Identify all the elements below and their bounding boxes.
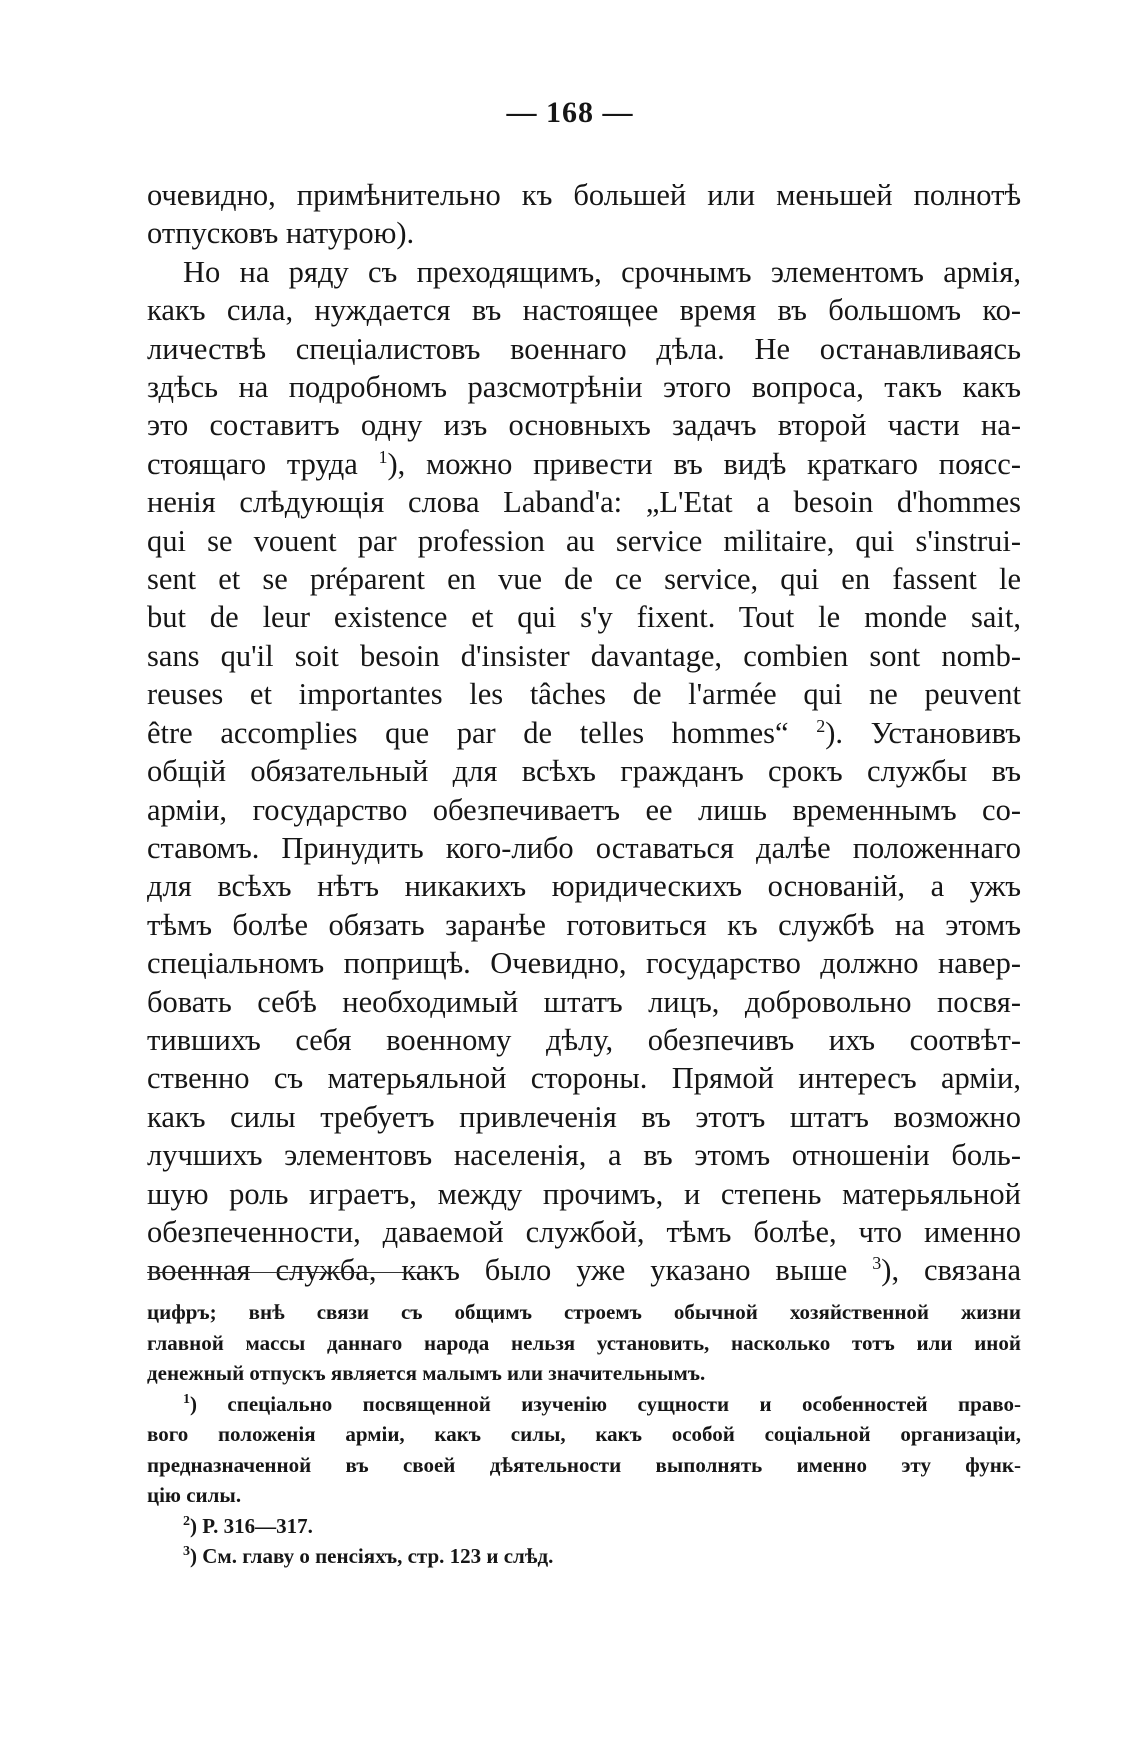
text-line: ставомъ. Принудить кого-либо оставаться далѣе положеннаго: [147, 830, 1021, 865]
footnote-2: [147, 1511, 1021, 1542]
footnote-3-mark: 3: [183, 1544, 190, 1559]
text-line: какъ силы требуетъ привлеченія въ этотъ штатъ возможно: [147, 1099, 1021, 1134]
text-line: qui se vouent par profession au service militaire, qui s'instrui-: [147, 523, 1021, 558]
text-line: бовать себѣ необходимый штатъ лицъ, добровольно посвя-: [147, 984, 1021, 1019]
text-line: общій обязательный для всѣхъ гражданъ срокъ службы въ: [147, 754, 1021, 789]
text-line: but de leur existence et qui s'y fixent. Tout le monde sait,: [147, 600, 1021, 635]
text-line: sent et se préparent en vue de ce service, qui en fassent le: [147, 562, 1021, 597]
text-line: здѣсь на подробномъ разсмотрѣніи этого вопроса, такъ какъ: [147, 370, 1021, 405]
text-line: какъ сила, нуждается въ настоящее время въ большомъ ко-: [147, 293, 1021, 328]
text-line: тѣмъ болѣе обязать заранѣе готовиться къ службѣ на этомъ: [147, 907, 1021, 942]
page-number: — 168 —: [506, 96, 634, 129]
text-line: арміи, государство обезпечиваетъ ее лишь временнымъ со-: [147, 792, 1021, 827]
footnote-1-line: предназначенной въ своей дѣятельности выполнять именно эту функ-: [147, 1452, 1021, 1477]
text-line: личествѣ спеціалистовъ военнаго дѣла. Не останавливаясь: [147, 331, 1021, 366]
text-fragment: ), связана: [881, 1253, 1022, 1288]
footnote-ref-2: 2: [816, 715, 826, 736]
footnote-ref-1: 1: [378, 446, 388, 467]
text-fragment: стоящаго труда: [147, 446, 358, 481]
footnote-separator: [147, 1272, 437, 1273]
footnote-1-text: ) спеціально посвященной изученію сущности и особенностей право-: [190, 1391, 1021, 1416]
footnote-3-text: ) См. главу о пенсіяхъ, стр. 123 и слѣд.: [190, 1544, 554, 1568]
paragraph-text: Но на ряду съ преходящимъ, срочнымъ элементомъ армія,: [183, 254, 1021, 289]
footnote-3: [147, 1541, 1021, 1572]
footnotes: [147, 1297, 1021, 1572]
text-line: отпусковъ натурою).: [147, 216, 415, 251]
footnote-1-line: вого положенія арміи, какъ силы, какъ особой соціальной организаціи,: [147, 1422, 1021, 1446]
text-line: тившихъ себя военному дѣлу, обезпечивъ ихъ соотвѣт-: [147, 1022, 1021, 1057]
footnote-line: главной массы даннаго народа нельзя установить, насколько тотъ или иной: [147, 1330, 1021, 1355]
text-fragment: ). Установивъ: [825, 715, 1021, 750]
footnote-line: денежный отпускъ является малымъ или значительнымъ.: [147, 1361, 706, 1385]
text-line-paragraph-start: [147, 253, 1021, 291]
footnote-ref-3: 3: [872, 1253, 882, 1274]
footnote-1-line: [147, 1389, 1021, 1420]
footnote-2-text: ) P. 316—317.: [190, 1513, 313, 1538]
text-line-with-ref: [147, 445, 1021, 483]
text-line: очевидно, примѣнительно къ большей или меньшей полнотѣ: [147, 178, 1021, 212]
text-line: это составитъ одну изъ основныхъ задачъ второй части на-: [147, 408, 1021, 443]
text-line: ненія слѣдующія слова Laband'a: „L'Etat a besoin d'hommes: [147, 485, 1021, 520]
text-line: спеціальномъ поприщѣ. Очевидно, государство должно навер-: [147, 946, 1021, 981]
text-line: sans qu'il soit besoin d'insister davantage, combien sont nomb-: [147, 638, 1021, 673]
text-fragment: ), можно привести въ видѣ краткаго поясс-: [387, 446, 1022, 481]
text-line: обезпеченности, даваемой службой, тѣмъ болѣе, что именно: [147, 1214, 1021, 1249]
main-text: [147, 176, 1021, 1290]
text-fragment: военная служба, какъ было уже указано выше: [147, 1253, 848, 1288]
text-line-with-ref: [147, 714, 1021, 752]
text-line: шую роль играетъ, между прочимъ, и степень матерьяльной: [147, 1176, 1021, 1211]
text-fragment: être accomplies que par de telles hommes“: [147, 715, 789, 750]
footnote-1-mark: 1: [183, 1391, 190, 1407]
text-line: лучшихъ элементовъ населенія, а въ этомъ отношеніи боль-: [147, 1138, 1021, 1173]
footnote-1-line: цію силы.: [147, 1483, 242, 1507]
text-line: reuses et importantes les tâches de l'armée qui ne peuvent: [147, 677, 1021, 712]
footnote-line: цифръ; внѣ связи съ общимъ строемъ обычной хозяйственной жизни: [147, 1300, 1021, 1324]
footnote-2-mark: 2: [183, 1513, 190, 1529]
text-line-with-ref: [147, 1251, 1021, 1289]
text-line: для всѣхъ нѣтъ никакихъ юридическихъ основаній, а ужъ: [147, 869, 1021, 904]
text-line: ственно съ матерьяльной стороны. Прямой интересъ арміи,: [147, 1061, 1021, 1096]
